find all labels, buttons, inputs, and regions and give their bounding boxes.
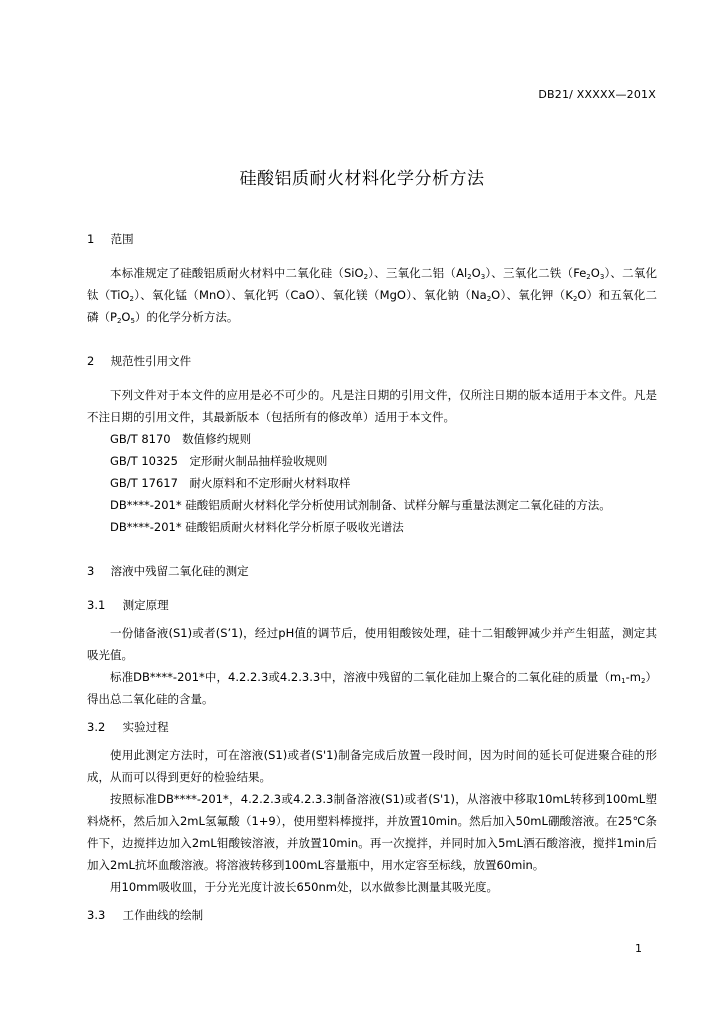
- principle-paragraph: 一份储备液(S1)或者(S’1)，经过pH值的调节后，使用钼酸铵处理，硅十二钼酸钾减少并产生钼蓝，测定其吸光值。: [87, 626, 657, 662]
- page-number: 1: [635, 942, 642, 955]
- section-title: 规范性引用文件: [110, 354, 192, 368]
- section-3-heading: [87, 560, 657, 582]
- subsection-number: 3.1: [87, 598, 106, 612]
- reference-item: GB/T 17617 耐火原料和不定形耐火材料取样: [110, 476, 351, 490]
- normative-intro-paragraph: 下列文件对于本文件的应用是必不可少的。凡是注日期的引用文件，仅所注日期的版本适用于本文件。凡是不注日期的引用文件，其最新版本（包括所有的修改单）适用于本文件。: [87, 388, 657, 424]
- section-title: 范围: [110, 232, 134, 246]
- page-title: 硅酸铝质耐火材料化学分析方法: [239, 169, 485, 189]
- reference-item: GB/T 8170 数值修约规则: [110, 432, 252, 446]
- section-title: 溶液中残留二氧化硅的测定: [110, 564, 249, 578]
- section-number: 1: [87, 232, 95, 246]
- procedure-paragraph: 使用此测定方法时，可在溶液(S1)或者(S'1)制备完成后放置一段时间，因为时间的延长可促进聚合硅的形成，从而可以得到更好的检验结果。: [87, 748, 657, 784]
- subsection-title: 工作曲线的绘制: [122, 908, 204, 922]
- section-1-heading: [87, 228, 657, 250]
- document-code: DB21/ XXXXX—201X: [538, 88, 656, 101]
- subsection-number: 3.3: [87, 908, 106, 922]
- principle-paragraph: 标准DB****-201*中，4.2.2.3或4.2.3.3中，溶液中残留的二氧化硅加上聚合的二氧化硅的质量$(m_1-m_2)$得出总二氧化硅的含量。: [87, 670, 658, 706]
- reference-item: GB/T 10325 定形耐火制品抽样验收规则: [110, 454, 328, 468]
- reference-item: DB****-201* 硅酸铝质耐火材料化学分析使用试剂制备、试样分解与重量法测定二氧化硅的方法。: [110, 498, 611, 512]
- document-body: [87, 228, 657, 926]
- subsection-title: 实验过程: [122, 720, 169, 734]
- reference-item: DB****-201* 硅酸铝质耐火材料化学分析原子吸收光谱法: [110, 520, 404, 534]
- procedure-paragraph: 按照标准DB****-201*，4.2.2.3或4.2.3.3制备溶液(S1)或者(S'1)，从溶液中移取10mL转移到100mL塑料烧杯，然后加入2mL氢氟酸（1+9），使用塑料棒搅拌，并放置10min。然后加入50mL硼酸溶液。在25℃条件下，边搅拌边加入2mL钼酸铵溶液，并放置10min。再一次搅拌，并同时加入5mL酒石酸溶液，搅拌1min后加入2mL抗坏血酸溶液。将溶液转移到100mL容量瓶中，用水定容至标线，放置60min。: [87, 792, 657, 872]
- procedure-paragraph: 用10mm吸收皿，于分光光度计波长650nm处，以水做参比测量其吸光度。: [110, 880, 498, 894]
- scope-paragraph: 本标准规定了硅酸铝质耐火材料中二氧化硅（SiO$_2$）、三氧化二铝$(Al_2O_3)$、三氧化二铁$(Fe_2O_3)$、二氧化钛（TiO$_2$）、氧化锰（MnO）、氧化钙（CaO）、氧化镁（MgO）、氧化钠$(Na_2O)$、氧化钾$(K_2O)$和五氧化二磷$(P_2O_5)$的化学分析方法。: [87, 266, 658, 325]
- subsection-title: 测定原理: [122, 598, 169, 612]
- subsection-number: 3.2: [87, 720, 106, 734]
- subsection-3-1-heading: [87, 594, 657, 616]
- subsection-3-2-heading: [87, 716, 657, 738]
- section-2-heading: [87, 350, 657, 372]
- subsection-3-3-heading: [87, 904, 657, 926]
- section-number: 3: [87, 564, 95, 578]
- section-number: 2: [87, 354, 95, 368]
